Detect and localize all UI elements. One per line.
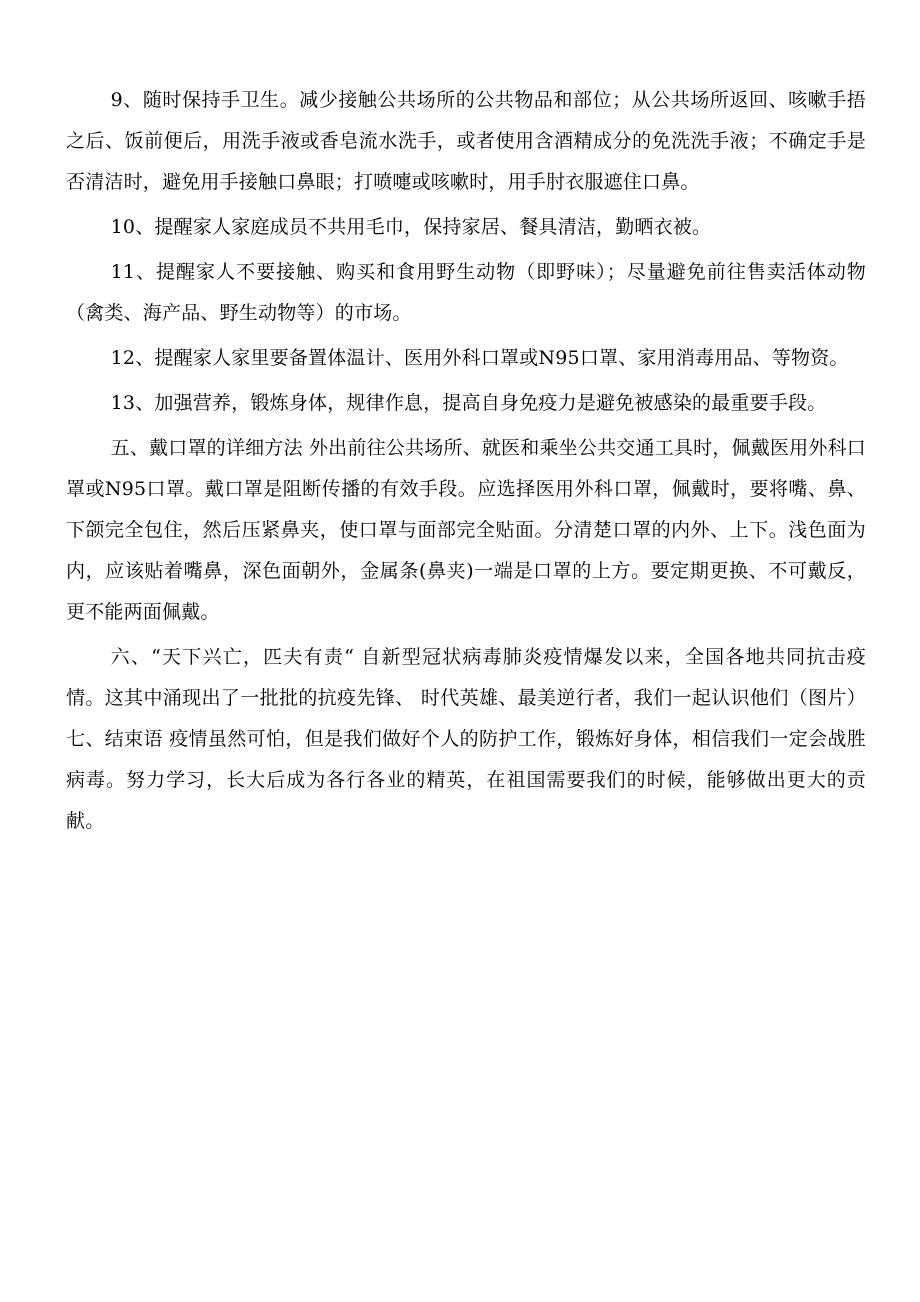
paragraph-mask-method: 五、戴口罩的详细方法 外出前往公共场所、就医和乘坐公共交通工具时，佩戴医用外科口罩或N95口罩。戴口罩是阻断传播的有效手段。应选择医用外科口罩，佩戴时，要将嘴、鼻、下颌完全包住，然后压紧鼻夹，使口罩与面部完全贴面。分清楚口罩的内外、上下。浅色面为内，应该贴着嘴鼻，深色面朝外，金属条(鼻夹)一端是口罩的上方。要定期更换、不可戴反，更不能两面佩戴。 (66, 437, 866, 623)
paragraph-supplies: 12、提醒家人家里要备置体温计、医用外科口罩或N95口罩、家用消毒用品、等物资。 (110, 347, 849, 369)
paragraph-towels: 10、提醒家人家庭成员不共用毛巾，保持家居、餐具清洁，勤晒衣被。 (110, 216, 712, 238)
document-body (66, 80, 866, 846)
paragraph-conclusion: 六、“天下兴亡，匹夫有责“ 自新型冠状病毒肺炎疫情爆发以来，全国各地共同抗击疫情。这其中涌现出了一批批的抗疫先锋、 时代英雄、最美逆行者，我们一起认识他们（图片） 七、结束语 疫情虽然可怕，但是我们做好个人的防护工作，锻炼好身体，相信我们一定会战胜病毒。努力学习，长大后成为各行各业的精英，在祖国需要我们的时候，能够做出更大的贡献。 (66, 646, 866, 832)
paragraph-immunity: 13、加强营养，锻炼身体，规律作息，提高自身免疫力是避免被感染的最重要手段。 (110, 392, 827, 414)
paragraph-wild-animals: 11、提醒家人不要接触、购买和食用野生动物（即野味）；尽量避免前往售卖活体动物（禽类、海产品、野生动物等）的市场。 (66, 261, 866, 324)
paragraph-hand-hygiene: 9、随时保持手卫生。减少接触公共场所的公共物品和部位；从公共场所返回、咳嗽手捂之后、饭前便后，用洗手液或香皂流水洗手，或者使用含酒精成分的免洗洗手液；不确定手是否清洁时，避免用手接触口鼻眼；打喷嚏或咳嗽时，用手肘衣服遮住口鼻。 (66, 89, 866, 193)
